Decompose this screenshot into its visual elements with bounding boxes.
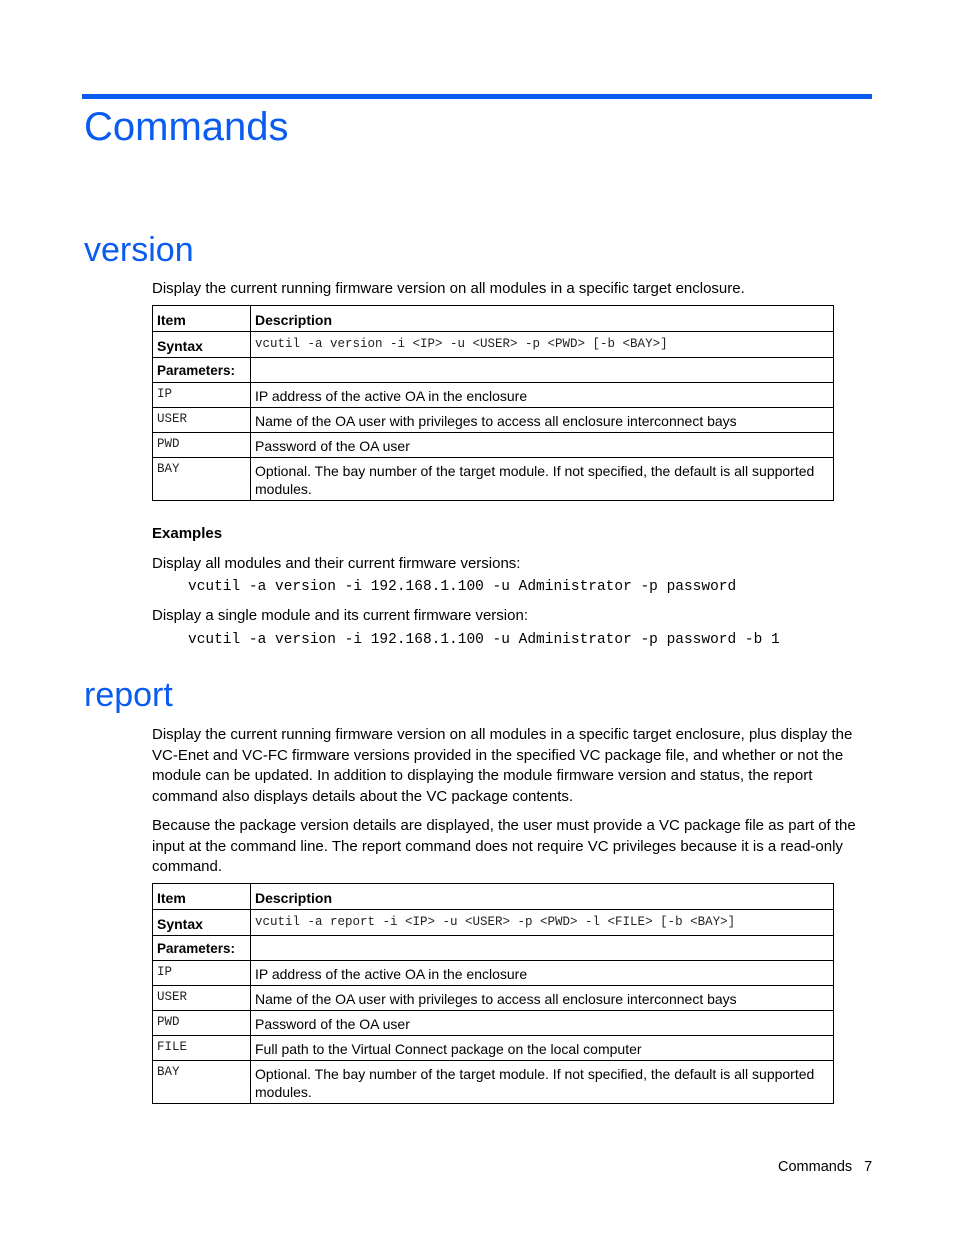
example2-code: vcutil -a version -i 192.168.1.100 -u Administrator -p password -b 1 [188, 632, 780, 648]
parameters-empty [251, 358, 834, 383]
report-para2: Because the package version details are displayed, the user must provide a VC package file as part of the input at the command line. The report command does not require VC privileges because it is a read-only command. [152, 817, 856, 875]
syntax-row [153, 332, 834, 358]
example1-text: Display all modules and their current firmware versions: [152, 555, 521, 572]
syntax-row [153, 910, 834, 936]
param-description: IP address of the active OA in the enclosure [251, 961, 834, 986]
parameters-empty [251, 936, 834, 961]
section-title-report: report [84, 676, 173, 714]
version-intro: Display the current running firmware version on all modules in a specific target enclosure. [152, 280, 745, 297]
syntax-value: vcutil -a report -i <IP> -u <USER> -p <PWD> -l <FILE> [-b <BAY>] [251, 910, 834, 936]
header-item: Item [153, 306, 251, 332]
param-item: PWD [153, 1011, 251, 1036]
param-item: PWD [153, 433, 251, 458]
parameters-row [153, 936, 834, 961]
param-description: Optional. The bay number of the target module. If not specified, the default is all supported modules. [251, 1061, 834, 1104]
param-item: IP [153, 383, 251, 408]
param-item: FILE [153, 1036, 251, 1061]
page-number: 7 [864, 1159, 873, 1175]
param-item: USER [153, 408, 251, 433]
table-row [153, 408, 834, 433]
example1-code: vcutil -a version -i 192.168.1.100 -u Administrator -p password [188, 579, 737, 595]
param-description: Password of the OA user [251, 433, 834, 458]
param-description: Optional. The bay number of the target module. If not specified, the default is all supported modules. [251, 458, 834, 501]
syntax-value: vcutil -a version -i <IP> -u <USER> -p <PWD> [-b <BAY>] [251, 332, 834, 358]
header-description: Description [251, 884, 834, 910]
parameters-row [153, 358, 834, 383]
param-description: Name of the OA user with privileges to access all enclosure interconnect bays [251, 986, 834, 1011]
table-row [153, 383, 834, 408]
report-para1: Display the current running firmware version on all modules in a specific target enclosure, plus display the VC-Enet and VC-FC firmware versions provided in the specified VC package file, and whether or not the module can be updated. In addition to displaying the module firmware version and status, the report command also displays details about the VC package contents. [152, 726, 853, 805]
example2-text: Display a single module and its current firmware version: [152, 607, 528, 624]
param-description: IP address of the active OA in the enclosure [251, 383, 834, 408]
examples-heading: Examples [152, 525, 223, 542]
parameters-label: Parameters: [153, 936, 251, 961]
chapter-title: Commands [84, 105, 289, 149]
table-header-row [153, 306, 834, 332]
table-header-row [153, 884, 834, 910]
param-item: USER [153, 986, 251, 1011]
report-table [152, 883, 834, 1104]
param-description: Password of the OA user [251, 1011, 834, 1036]
param-item: BAY [153, 458, 251, 501]
param-description: Full path to the Virtual Connect package on the local computer [251, 1036, 834, 1061]
table-row [153, 458, 834, 501]
top-rule [82, 94, 872, 99]
table-row [153, 1036, 834, 1061]
section-title-version: version [84, 231, 194, 269]
table-row [153, 433, 834, 458]
header-item: Item [153, 884, 251, 910]
footer-label: Commands [778, 1159, 853, 1175]
table-row [153, 961, 834, 986]
header-description: Description [251, 306, 834, 332]
page-footer [778, 1158, 872, 1176]
param-description: Name of the OA user with privileges to access all enclosure interconnect bays [251, 408, 834, 433]
table-row [153, 1011, 834, 1036]
syntax-label: Syntax [153, 332, 251, 358]
parameters-label: Parameters: [153, 358, 251, 383]
param-item: BAY [153, 1061, 251, 1104]
version-table [152, 305, 834, 501]
param-item: IP [153, 961, 251, 986]
table-row [153, 1061, 834, 1104]
syntax-label: Syntax [153, 910, 251, 936]
table-row [153, 986, 834, 1011]
